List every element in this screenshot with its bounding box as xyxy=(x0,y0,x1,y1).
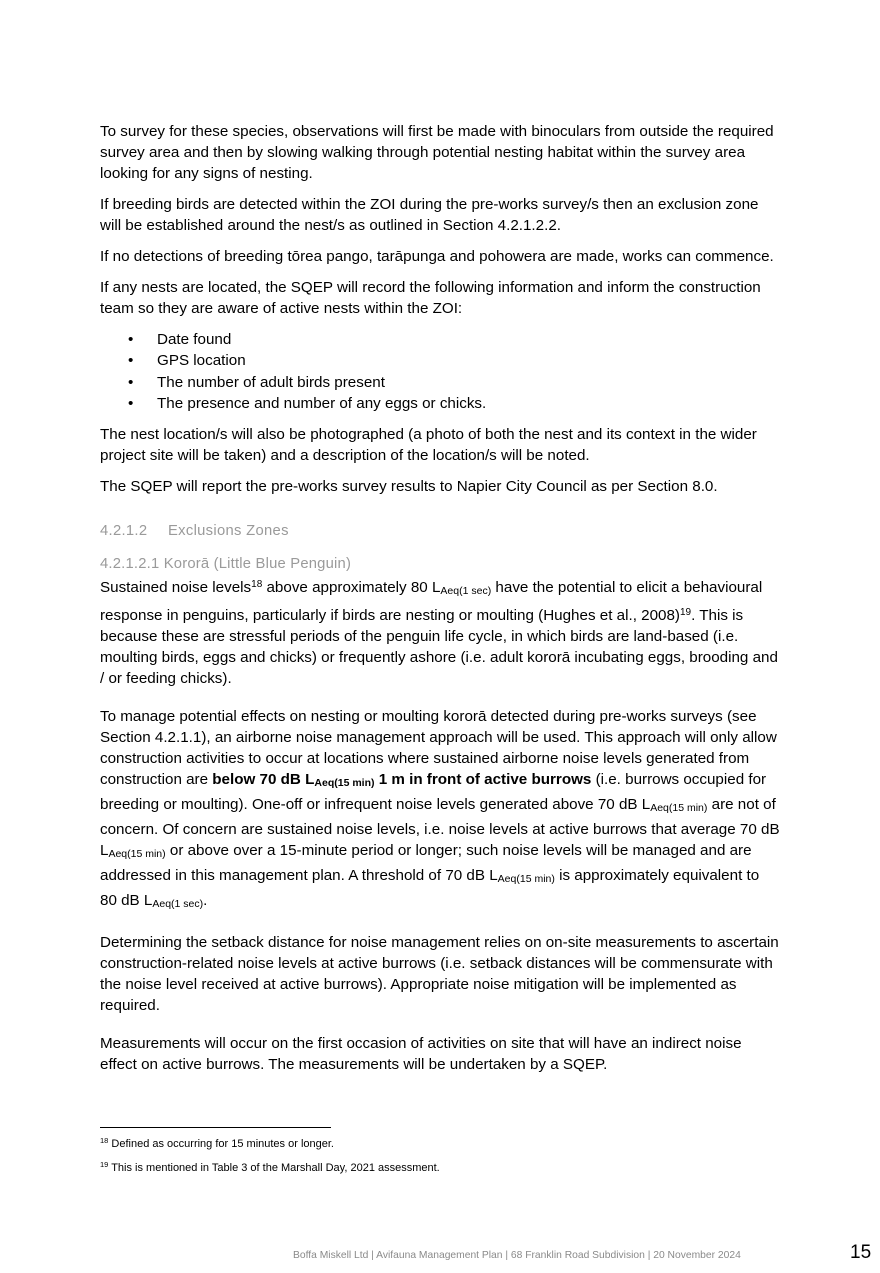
paragraph-measurements: Measurements will occur on the first occasion of activities on site that will have an indirect noise effect on active burrows. The measurements will be undertaken by a SQEP. xyxy=(100,1035,742,1074)
paragraph-sustained-noise: Sustained noise levels$^{18}$ above approximately 80 LAeq(1 sec) have the potential to elicit a behavioural response in penguins, particularly if birds are nesting or moulting (Hughes et al., 2008)$^{19}$. This is because these are stressful periods of the penguin life cycle, in which birds are land-based (i.e. moulting birds, eggs and chicks) or frequently ashore (i.e. adult kororā incubating eggs, brooding and / or feeding chicks). xyxy=(100,579,778,688)
paragraph-nests-located: If any nests are located, the SQEP will record the following information and inform the construction team so they are aware of active nests within the ZOI: xyxy=(100,279,761,317)
paragraph-no-detections: If no detections of breeding tōrea pango, tarāpunga and pohowera are made, works can commence. xyxy=(100,248,774,265)
nest-info-list xyxy=(100,329,780,414)
paragraph-photographs: The nest location/s will also be photographed (a photo of both the nest and its context in the wider project site will be taken) and a description of the location/s will be noted. xyxy=(100,426,757,465)
heading-title: Exclusions Zones xyxy=(168,523,289,540)
bullet-glyph: • xyxy=(128,394,134,412)
paragraph-survey-method: To survey for these species, observations will first be made with binoculars from outside the required survey area and then by slowing walking through potential nesting habitat within the survey area looking for any signs of nesting. xyxy=(100,123,774,182)
bullet-glyph: • xyxy=(128,352,134,370)
heading-number: 4.2.1.2 xyxy=(100,523,148,540)
list-item: • Date found xyxy=(100,329,780,350)
heading-korora: 4.2.1.2.1 Kororā (Little Blue Penguin) xyxy=(100,556,352,573)
footnote-ref: 18 xyxy=(251,579,263,591)
page-body xyxy=(100,121,780,1092)
list-item: • The number of adult birds present xyxy=(100,372,780,393)
footnote-divider xyxy=(100,1127,331,1128)
paragraph-noise-management: To manage potential effects on nesting or moulting kororā detected during pre-works surveys (see Section 4.2.1.1), an airborne noise management approach will be used. This approach will only allow construction activities to occur at locations where sustained airborne noise levels generated from construction are below 70 dB LAeq(15 min) 1 m in front of active burrows (i.e. burrows occupied for breeding or moulting). One-off or infrequent noise levels generated above 70 dB LAeq(15 min) are not of concern. Of concern are sustained noise levels, i.e. noise levels at active burrows that average 70 dB LAeq(15 min) or above over a 15-minute period or longer; such noise levels will be managed and are addressed in this management plan. A threshold of 70 dB LAeq(15 min) is approximately equivalent to 80 dB LAeq(1 sec). xyxy=(100,708,780,911)
paragraph-exclusion-zone: If breeding birds are detected within the ZOI during the pre-works survey/s then an exclusion zone will be established around the nest/s as outlined in Section 4.2.1.2.2. xyxy=(100,196,759,234)
page-footer: Boffa Miskell Ltd | Avifauna Management Plan | 68 Franklin Road Subdivision | 20 November 2024 xyxy=(293,1250,741,1261)
footnote-19: $^{19}$ This is mentioned in Table 3 of the Marshall Day, 2021 assessment. xyxy=(100,1160,440,1174)
footnote-ref: 19 xyxy=(679,607,692,619)
paragraph-report: The SQEP will report the pre-works survey results to Napier City Council as per Section 8.0. xyxy=(100,478,718,496)
list-item: • The presence and number of any eggs or chicks. xyxy=(100,393,780,414)
list-item: • GPS location xyxy=(100,350,780,371)
paragraph-setback-distance: Determining the setback distance for noise management relies on on-site measurements to ascertain construction-related noise levels at active burrows (i.e. setback distances will be commensurate with the noise level received at active burrows). Appropriate noise mitigation will be implemented as required. xyxy=(100,934,779,1015)
footnotes xyxy=(100,1134,440,1182)
footnote-18: $^{18}$ Defined as occurring for 15 minutes or longer. xyxy=(100,1136,334,1150)
heading-exclusion-zones xyxy=(100,521,780,542)
bullet-glyph: • xyxy=(128,373,134,391)
page-number: 15 xyxy=(850,1242,872,1263)
bullet-glyph: • xyxy=(128,331,134,348)
